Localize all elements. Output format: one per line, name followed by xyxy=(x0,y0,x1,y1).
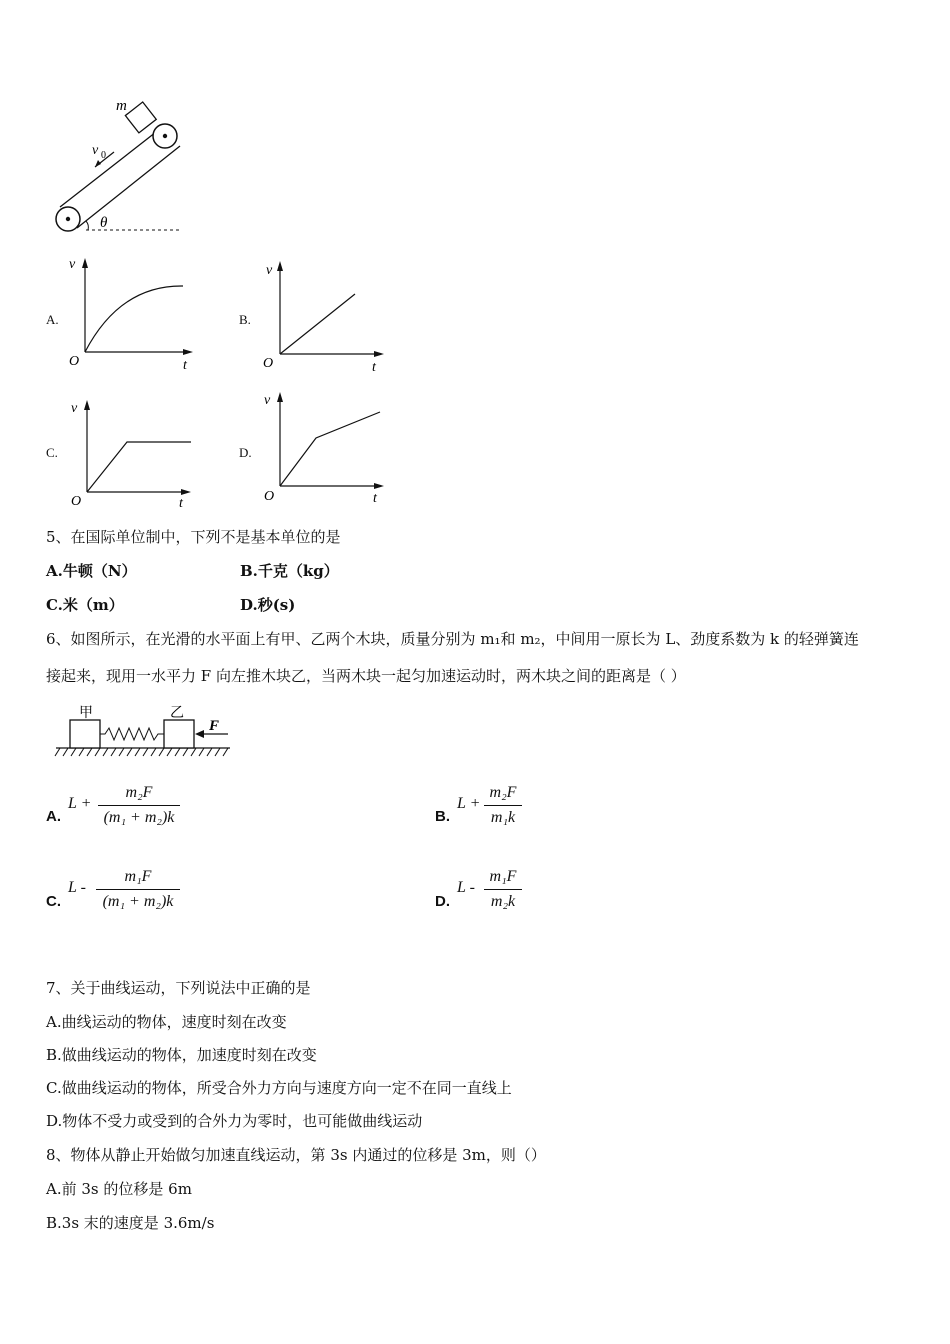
graph-d-label: D. xyxy=(239,445,252,460)
svg-text:v: v xyxy=(266,263,273,278)
svg-text:O: O xyxy=(264,489,275,504)
svg-text:v: v xyxy=(69,257,76,272)
svg-text:O: O xyxy=(263,356,274,371)
q7-option-b[interactable]: B.做曲线运动的物体，加速度时刻在改变 xyxy=(46,1046,317,1064)
graph-b-label: B. xyxy=(239,312,251,327)
angle-label: θ xyxy=(100,215,108,231)
svg-text:O: O xyxy=(71,494,82,509)
q6-option-c-formula[interactable]: L - m₁F (m₁ + m₂)k xyxy=(68,868,188,918)
q7-stem: 7、关于曲线运动，下列说法中正确的是 xyxy=(46,979,311,997)
velocity-label: v xyxy=(92,143,99,158)
velocity-sub: 0 xyxy=(101,150,106,161)
q6-option-c-letter[interactable]: C. xyxy=(46,893,61,910)
spring-blocks-figure xyxy=(52,700,237,762)
graph-c xyxy=(65,395,200,515)
mass-label: m xyxy=(116,98,127,114)
graph-b xyxy=(260,258,395,378)
svg-text:t: t xyxy=(372,360,376,375)
q8-option-b[interactable]: B.3s 末的速度是 3.6m/s xyxy=(46,1214,215,1232)
q7-option-c[interactable]: C.做曲线运动的物体，所受合外力方向与速度方向一定不在同一直线上 xyxy=(46,1079,512,1097)
conveyor-figure xyxy=(50,95,190,240)
q6-option-b-letter[interactable]: B. xyxy=(435,808,450,825)
svg-text:t: t xyxy=(183,358,187,373)
graph-a xyxy=(65,255,200,375)
q6-option-d-letter[interactable]: D. xyxy=(435,893,450,910)
q8-option-a[interactable]: A.前 3s 的位移是 6m xyxy=(46,1180,192,1198)
graph-c-label: C. xyxy=(46,445,58,460)
q6-option-d-formula[interactable]: L - m₁F m₂k xyxy=(457,868,537,918)
mass-block xyxy=(125,102,156,133)
q5-option-c[interactable]: C.米（m） xyxy=(46,596,124,614)
q5-option-b[interactable]: B.千克（kg） xyxy=(240,562,339,580)
q5-option-a[interactable]: A.牛顿（N） xyxy=(46,562,137,580)
svg-text:v: v xyxy=(264,393,271,408)
graph-a-label: A. xyxy=(46,312,59,327)
q5-option-d[interactable]: D.秒(s) xyxy=(240,596,296,614)
force-label: F xyxy=(209,718,220,734)
svg-text:O: O xyxy=(69,354,80,369)
q7-option-d[interactable]: D.物体不受力或受到的合外力为零时，也可能做曲线运动 xyxy=(46,1112,423,1130)
q6-option-b-formula[interactable]: L + m₂F m₁k xyxy=(457,784,537,834)
block-jia-label: 甲 xyxy=(79,706,93,721)
q8-stem: 8、物体从静止开始做匀加速直线运动，第 3s 内通过的位移是 3m，则（） xyxy=(46,1146,546,1164)
graph-d xyxy=(260,388,395,508)
q7-option-a[interactable]: A.曲线运动的物体，速度时刻在改变 xyxy=(46,1013,287,1031)
svg-text:t: t xyxy=(179,496,183,511)
q6-stem-line1: 6、如图所示，在光滑的水平面上有甲、乙两个木块，质量分别为 m₁和 m₂，中间用一原长为 L、劲度系数为 k 的轻弹簧连 xyxy=(46,630,859,648)
q6-option-a-formula[interactable]: L + m₂F (m₁ + m₂)k xyxy=(68,784,188,834)
q6-stem-line2: 接起来，现用一水平力 F 向左推木块乙，当两木块一起匀加速运动时，两木块之间的距离是（ ） xyxy=(46,667,686,685)
q5-stem: 5、在国际单位制中，下列不是基本单位的是 xyxy=(46,528,341,546)
svg-text:v: v xyxy=(71,401,78,416)
block-yi-label: 乙 xyxy=(170,706,184,721)
q6-option-a-letter[interactable]: A. xyxy=(46,808,61,825)
svg-text:t: t xyxy=(373,491,377,506)
